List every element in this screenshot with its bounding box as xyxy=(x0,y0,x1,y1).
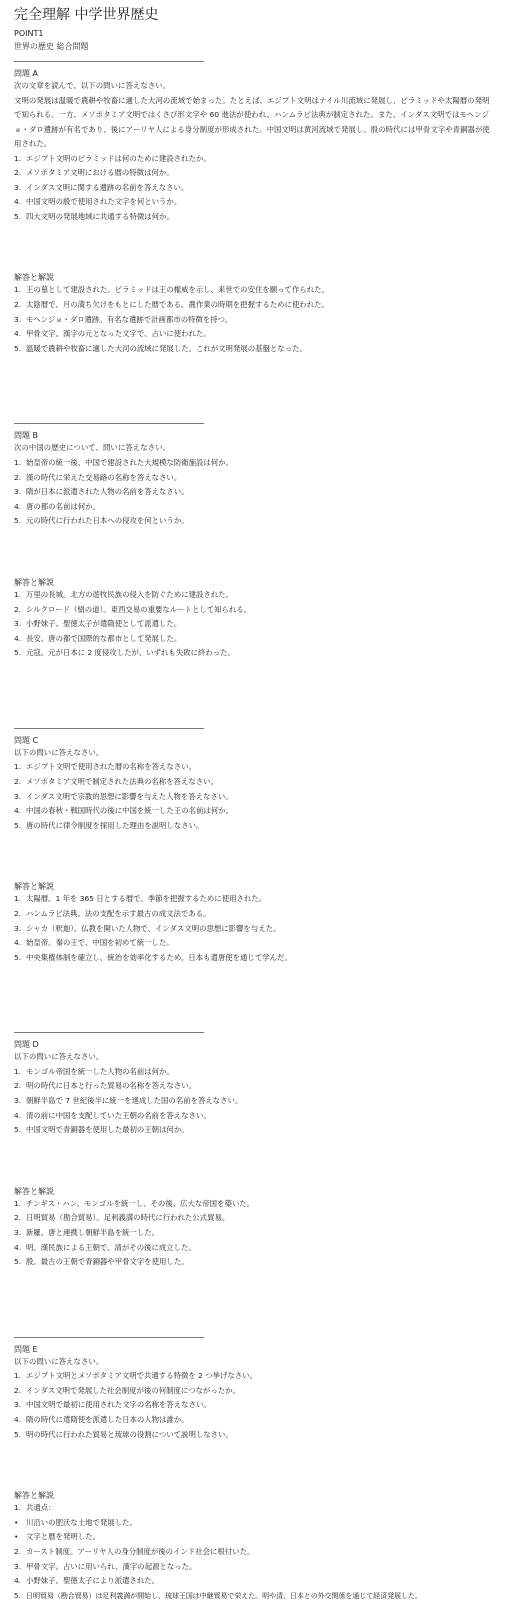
section-divider xyxy=(14,1032,204,1033)
question-item: 2. 明の時代に日本と行った貿易の名称を答えなさい。 xyxy=(14,1081,196,1091)
answer-item: 4. 小野妹子。聖徳太子により派遣された。 xyxy=(14,1576,160,1586)
section-b-title: 問題 B xyxy=(14,431,39,441)
answer-item: 2. ハンムラビ法典。法の支配を示す最古の成文法である。 xyxy=(14,908,211,918)
section-c-answers xyxy=(14,892,496,965)
answer-item: 1. 太陽暦。1 年を 365 日とする暦で、季節を把握するために使用された。 xyxy=(14,894,267,904)
question-item: 4. 唐の都の名前は何か。 xyxy=(14,501,100,511)
answer-item: 4. 長安。唐の都で国際的な都市として発展した。 xyxy=(14,633,182,643)
section-c-answer-title: 解答と解説 xyxy=(14,882,54,892)
answer-item: 3. 小野妹子。聖徳太子が遣隋使として派遣した。 xyxy=(14,619,182,629)
section-a-title: 問題 A xyxy=(14,69,39,78)
section-d-title: 問題 D xyxy=(14,1040,39,1050)
section-divider xyxy=(14,61,204,62)
answer-item: 1. 万里の長城。北方の遊牧民族の侵入を防ぐために建設された。 xyxy=(14,589,233,599)
question-item: 2. インダス文明で発展した社会制度が後の何制度につながったか。 xyxy=(14,1385,240,1395)
document-title: 完全理解 中学世界歴史 xyxy=(14,7,159,23)
section-a-passage: 文明の発展は温暖で農耕や牧畜に適した大河の流域で始まった。たとえば、エジプト文明はナイル川流域に発展し、ピラミッドや太陽暦の発明で知られる。一方、メソポタミア文明ではくさび形文字や 60 進法が使われ、ハンムラビ法典が制定された。また、インダス文明ではモヘンジョ・ダロ遺跡が有名であり、後にアーリヤ人による身分制度が形成された。中国文明は黄河流域で発展し、殷の時代には甲骨文字や青銅器が使用された。 xyxy=(14,95,490,148)
section-b-answer-title: 解答と解説 xyxy=(14,577,54,587)
section-a-intro: 次の文章を読んで、以下の問いに答えなさい。 xyxy=(14,81,171,90)
section-a-answers xyxy=(14,283,496,356)
question-item: 5. 元の時代に行われた日本への侵攻を何というか。 xyxy=(14,516,189,526)
answer-item: 1. 王の墓として建設された。ピラミッドは王の権威を示し、来世での安住を願って作られた。 xyxy=(14,285,329,295)
answer-item: 3. シャカ（釈迦）。仏教を開いた人物で、インダス文明の思想に影響を与えた。 xyxy=(14,923,281,933)
question-item: 3. インダス文明で宗教的思想に影響を与えた人物を答えなさい。 xyxy=(14,791,233,801)
question-item: 3. 中国文明で最初に使用された文字の名称を答えなさい。 xyxy=(14,1400,211,1410)
question-item: 5. 明の時代に行われた貿易と琉球の役割について説明しなさい。 xyxy=(14,1429,233,1439)
question-item: 1. エジプト文明で使用された暦の名称を答えなさい。 xyxy=(14,762,196,772)
section-e-answer-title: 解答と解説 xyxy=(14,1491,54,1501)
section-c-title: 問題 C xyxy=(14,735,39,745)
section-d-intro: 以下の問いに答えなさい。 xyxy=(14,1052,104,1062)
answer-item: 2. 日明貿易（勘合貿易）。足利義満の時代に行われた公式貿易。 xyxy=(14,1213,230,1223)
question-item: 4. 中国の春秋・戦国時代の後に中国を統一した王の名前は何か。 xyxy=(14,806,233,816)
section-divider xyxy=(14,728,204,729)
answer-item: 5. 日明貿易（勘合貿易）は足利義満が開始し、琉球王国は中継貿易で栄えた。明や清、日本との外交関係を通じて経済発展した。 xyxy=(14,1590,422,1600)
answer-item: 2. シルクロード（絹の道）。東西交易の重要なルートとして知られる。 xyxy=(14,604,252,614)
answer-item: 5. 元寇。元が日本に 2 度侵攻したが、いずれも失敗に終わった。 xyxy=(14,648,235,658)
answer-item: 5. 温暖で農耕や牧畜に適した大河の流域に発展した。これが文明発展の基盤となった。 xyxy=(14,343,307,353)
answer-item: 4. 明。漢民族による王朝で、清がその後に成立した。 xyxy=(14,1242,196,1252)
section-b-questions xyxy=(14,456,496,529)
question-item: 5. 唐の時代に律令制度を採用した理由を説明しなさい。 xyxy=(14,820,204,830)
section-d-questions xyxy=(14,1065,496,1138)
question-item: 2. 漢の時代に栄えた交易路の名称を答えなさい。 xyxy=(14,472,182,482)
section-d-answer-title: 解答と解説 xyxy=(14,1186,54,1196)
section-a-answer-title: 解答と解説 xyxy=(14,273,54,283)
section-e-intro: 以下の問いに答えなさい。 xyxy=(14,1356,104,1366)
section-b-intro: 次の中国の歴史について、問いに答えなさい。 xyxy=(14,443,170,453)
section-e-answers xyxy=(14,1501,496,1603)
section-c-intro: 以下の問いに答えなさい。 xyxy=(14,747,104,757)
answer-item: 1. チンギス・ハン。モンゴルを統一し、その後、広大な帝国を築いた。 xyxy=(14,1198,255,1208)
question-item: 1. モンゴル帝国を統一した人物の名前は何か。 xyxy=(14,1066,174,1076)
answer-item: 5. 中央集権体制を確立し、統治を効率化するため。日本も遣唐使を通じて学んだ。 xyxy=(14,952,292,962)
section-divider xyxy=(14,1337,204,1338)
question-item: 4. 清の前に中国を支配していた王朝の名前を答えなさい。 xyxy=(14,1110,211,1120)
question-item: 2. メソポタミア文明における暦の特徴は何か。 xyxy=(14,168,174,178)
document-page xyxy=(14,6,496,1603)
section-d-answers xyxy=(14,1197,496,1270)
question-item: 1. エジプト文明とメソポタミア文明で共通する特徴を 2 つ挙げなさい。 xyxy=(14,1371,257,1381)
question-item: 5. 中国文明で青銅器を使用した最初の王朝は何か。 xyxy=(14,1125,189,1135)
answer-bullet-item: • 文字と暦を発明した。 xyxy=(14,1532,100,1542)
question-item: 5. 四大文明の発展地域に共通する特徴は何か。 xyxy=(14,211,174,221)
question-item: 3. 朝鮮半島で 7 世紀後半に統一を達成した国の名前を答えなさい。 xyxy=(14,1096,243,1105)
document-subtitle: 世界の歴史 総合問題 xyxy=(14,42,89,51)
answer-item: 1. 共通点： xyxy=(14,1503,56,1513)
answer-item: 3. 新羅。唐と連携し朝鮮半島を統一した。 xyxy=(14,1227,160,1237)
answer-item: 2. カースト制度。アーリヤ人の身分制度が後のインド社会に根付いた。 xyxy=(14,1547,255,1556)
question-item: 4. 隋の時代に遣隋使を派遣した日本の人物は誰か。 xyxy=(14,1415,189,1425)
section-c-questions xyxy=(14,760,496,833)
question-item: 4. 中国文明の殷で使用された文字を何というか。 xyxy=(14,197,182,207)
question-item: 2. メソポタミア文明で制定された法典の名称を答えなさい。 xyxy=(14,776,218,786)
question-item: 3. 隋が日本に派遣された人物の名前を答えなさい。 xyxy=(14,487,189,497)
question-item: 1. 始皇帝の統一後、中国で建設された大規模な防衛施設は何か。 xyxy=(14,457,233,467)
section-b-answers xyxy=(14,588,496,661)
answer-item: 5. 殷。最古の王朝で青銅器や甲骨文字を使用した。 xyxy=(14,1257,189,1267)
point-label: POINT1 xyxy=(14,29,44,38)
answer-item: 4. 始皇帝。秦の王で、中国を初めて統一した。 xyxy=(14,938,174,948)
section-e-title: 問題 E xyxy=(14,1344,38,1354)
answer-item: 4. 甲骨文字。漢字の元となった文字で、占いに使われた。 xyxy=(14,329,211,339)
question-item: 3. インダス文明に関する遺跡の名前を答えなさい。 xyxy=(14,182,189,192)
answer-item: 2. 太陰暦で、月の満ち欠けをもとにした暦である。農作業の時期を把握するために使われた。 xyxy=(14,300,329,310)
section-e-questions xyxy=(14,1369,496,1442)
section-a-questions xyxy=(14,152,496,225)
answer-item: 3. 甲骨文字。占いに用いられ、漢字の起源となった。 xyxy=(14,1561,197,1571)
question-item: 1. エジプト文明のピラミッドは何のために建設されたか。 xyxy=(14,153,211,163)
answer-bullet-item: • 川沿いの肥沃な土地で発展した。 xyxy=(14,1517,137,1527)
section-divider xyxy=(14,423,204,424)
answer-item: 3. モヘンジョ・ダロ遺跡。有名な遺跡で計画都市の特徴を持つ。 xyxy=(14,314,233,324)
